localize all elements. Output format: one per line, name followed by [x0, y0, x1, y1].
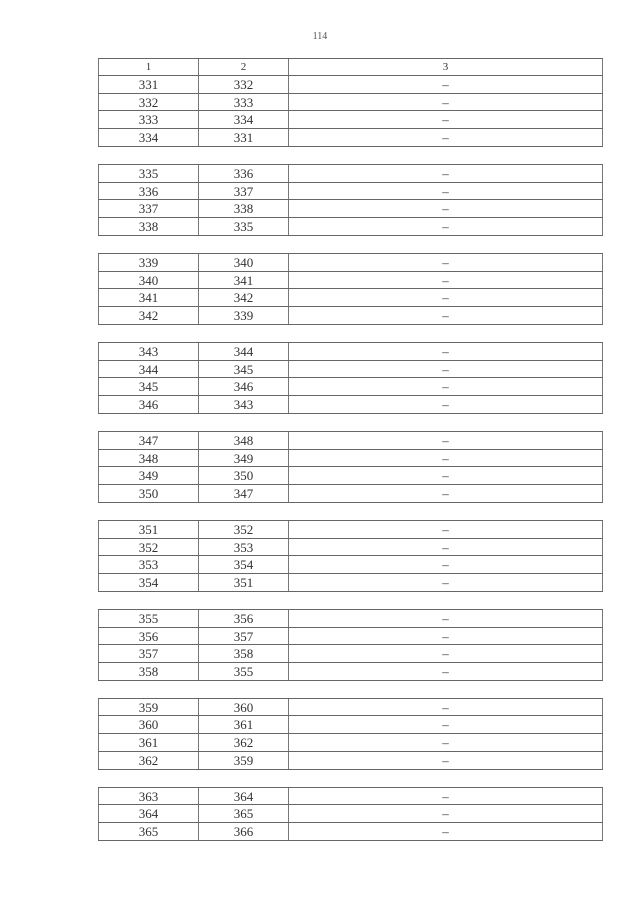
cell-col-3: – — [288, 734, 603, 751]
table-row — [98, 574, 603, 592]
cell-col-3: – — [288, 378, 603, 395]
cell-col-1: 353 — [98, 556, 198, 573]
table-row — [98, 485, 603, 503]
cell-col-2: 346 — [198, 378, 288, 395]
cell-col-1: 352 — [98, 539, 198, 556]
cell-col-2: 364 — [198, 788, 288, 805]
cell-col-3: – — [288, 556, 603, 573]
cell-col-3: – — [288, 200, 603, 217]
table-row — [98, 521, 603, 539]
cell-col-3: – — [288, 467, 603, 484]
cell-col-3: – — [288, 218, 603, 235]
column-header-2: 2 — [198, 59, 288, 75]
cell-col-2: 351 — [198, 574, 288, 591]
cell-col-1: 359 — [98, 699, 198, 716]
table-row — [98, 432, 603, 450]
cell-col-3: – — [288, 111, 603, 128]
cell-col-1: 357 — [98, 645, 198, 662]
table-row — [98, 628, 603, 646]
cell-col-2: 366 — [198, 823, 288, 840]
table-row — [98, 716, 603, 734]
group-separator-row — [98, 770, 603, 788]
cell-col-1: 338 — [98, 218, 198, 235]
cell-col-3: – — [288, 716, 603, 733]
cell-col-3: – — [288, 788, 603, 805]
table-row — [98, 556, 603, 574]
table-row — [98, 823, 603, 841]
cell-col-1: 350 — [98, 485, 198, 502]
cell-col-1: 336 — [98, 183, 198, 200]
cell-col-1: 363 — [98, 788, 198, 805]
cell-col-1: 358 — [98, 663, 198, 680]
group-separator-row — [98, 592, 603, 610]
cell-col-1: 344 — [98, 361, 198, 378]
page-number: 114 — [312, 31, 328, 42]
table-row — [98, 699, 603, 717]
cell-col-2: 337 — [198, 183, 288, 200]
cell-col-3: – — [288, 76, 603, 93]
cell-col-2: 356 — [198, 610, 288, 627]
cell-col-3: – — [288, 183, 603, 200]
table-row — [98, 272, 603, 290]
cell-col-3: – — [288, 396, 603, 413]
table-row — [98, 539, 603, 557]
table-row — [98, 218, 603, 236]
cell-col-3: – — [288, 521, 603, 538]
cell-col-1: 340 — [98, 272, 198, 289]
cell-col-2: 347 — [198, 485, 288, 502]
table-row — [98, 645, 603, 663]
cell-col-3: – — [288, 450, 603, 467]
cell-col-1: 346 — [98, 396, 198, 413]
cell-col-2: 365 — [198, 805, 288, 822]
cell-col-1: 361 — [98, 734, 198, 751]
cell-col-2: 362 — [198, 734, 288, 751]
cell-col-3: – — [288, 272, 603, 289]
cell-col-1: 342 — [98, 307, 198, 324]
cell-col-2: 340 — [198, 254, 288, 271]
cell-col-1: 347 — [98, 432, 198, 449]
cell-col-3: – — [288, 752, 603, 769]
cell-col-1: 335 — [98, 165, 198, 182]
cell-col-2: 341 — [198, 272, 288, 289]
cell-col-1: 360 — [98, 716, 198, 733]
cell-col-2: 332 — [198, 76, 288, 93]
cell-col-2: 355 — [198, 663, 288, 680]
table-row — [98, 307, 603, 325]
cell-col-2: 335 — [198, 218, 288, 235]
cell-col-2: 349 — [198, 450, 288, 467]
cell-col-2: 334 — [198, 111, 288, 128]
cell-col-2: 352 — [198, 521, 288, 538]
cell-col-1: 349 — [98, 467, 198, 484]
cell-col-3: – — [288, 663, 603, 680]
cell-col-1: 341 — [98, 289, 198, 306]
cell-col-1: 343 — [98, 343, 198, 360]
group-separator-row — [98, 681, 603, 699]
table-row — [98, 396, 603, 414]
column-header-3: 3 — [288, 59, 603, 75]
cell-col-1: 348 — [98, 450, 198, 467]
cell-col-2: 357 — [198, 628, 288, 645]
cell-col-2: 353 — [198, 539, 288, 556]
cell-col-3: – — [288, 254, 603, 271]
group-separator-row — [98, 503, 603, 521]
cell-col-3: – — [288, 432, 603, 449]
cell-col-1: 351 — [98, 521, 198, 538]
cell-col-2: 359 — [198, 752, 288, 769]
cell-col-2: 338 — [198, 200, 288, 217]
table-row — [98, 94, 603, 112]
data-table — [98, 58, 603, 841]
group-separator-row — [98, 325, 603, 343]
group-separator-row — [98, 147, 603, 165]
cell-col-1: 365 — [98, 823, 198, 840]
cell-col-3: – — [288, 307, 603, 324]
table-row — [98, 663, 603, 681]
cell-col-1: 331 — [98, 76, 198, 93]
cell-col-3: – — [288, 539, 603, 556]
cell-col-1: 345 — [98, 378, 198, 395]
table-row — [98, 343, 603, 361]
table-row — [98, 450, 603, 468]
cell-col-1: 333 — [98, 111, 198, 128]
cell-col-2: 339 — [198, 307, 288, 324]
cell-col-2: 344 — [198, 343, 288, 360]
group-separator-row — [98, 236, 603, 254]
cell-col-3: – — [288, 165, 603, 182]
table-row — [98, 289, 603, 307]
table-row — [98, 129, 603, 147]
table-row — [98, 200, 603, 218]
table-row — [98, 788, 603, 806]
cell-col-1: 356 — [98, 628, 198, 645]
cell-col-2: 361 — [198, 716, 288, 733]
table-row — [98, 467, 603, 485]
cell-col-1: 364 — [98, 805, 198, 822]
cell-col-2: 342 — [198, 289, 288, 306]
cell-col-3: – — [288, 343, 603, 360]
column-header-1: 1 — [98, 59, 198, 75]
cell-col-2: 343 — [198, 396, 288, 413]
cell-col-3: – — [288, 361, 603, 378]
cell-col-1: 354 — [98, 574, 198, 591]
group-separator-row — [98, 414, 603, 432]
cell-col-1: 337 — [98, 200, 198, 217]
cell-col-3: – — [288, 610, 603, 627]
cell-col-1: 362 — [98, 752, 198, 769]
cell-col-3: – — [288, 574, 603, 591]
table-row — [98, 183, 603, 201]
table-row — [98, 734, 603, 752]
cell-col-2: 333 — [198, 94, 288, 111]
table-row — [98, 165, 603, 183]
cell-col-1: 332 — [98, 94, 198, 111]
cell-col-3: – — [288, 645, 603, 662]
cell-col-3: – — [288, 699, 603, 716]
cell-col-3: – — [288, 628, 603, 645]
table-header-row — [98, 58, 603, 76]
cell-col-2: 358 — [198, 645, 288, 662]
cell-col-2: 354 — [198, 556, 288, 573]
table-row — [98, 254, 603, 272]
cell-col-2: 350 — [198, 467, 288, 484]
table-row — [98, 378, 603, 396]
cell-col-3: – — [288, 94, 603, 111]
table-row — [98, 752, 603, 770]
cell-col-3: – — [288, 823, 603, 840]
cell-col-2: 345 — [198, 361, 288, 378]
table-row — [98, 76, 603, 94]
cell-col-2: 348 — [198, 432, 288, 449]
table-body — [98, 76, 603, 841]
table-row — [98, 111, 603, 129]
cell-col-1: 334 — [98, 129, 198, 146]
cell-col-1: 339 — [98, 254, 198, 271]
cell-col-3: – — [288, 805, 603, 822]
table-row — [98, 805, 603, 823]
table-row — [98, 361, 603, 379]
cell-col-3: – — [288, 289, 603, 306]
cell-col-2: 331 — [198, 129, 288, 146]
cell-col-2: 336 — [198, 165, 288, 182]
cell-col-2: 360 — [198, 699, 288, 716]
table-row — [98, 610, 603, 628]
cell-col-3: – — [288, 485, 603, 502]
cell-col-1: 355 — [98, 610, 198, 627]
cell-col-3: – — [288, 129, 603, 146]
